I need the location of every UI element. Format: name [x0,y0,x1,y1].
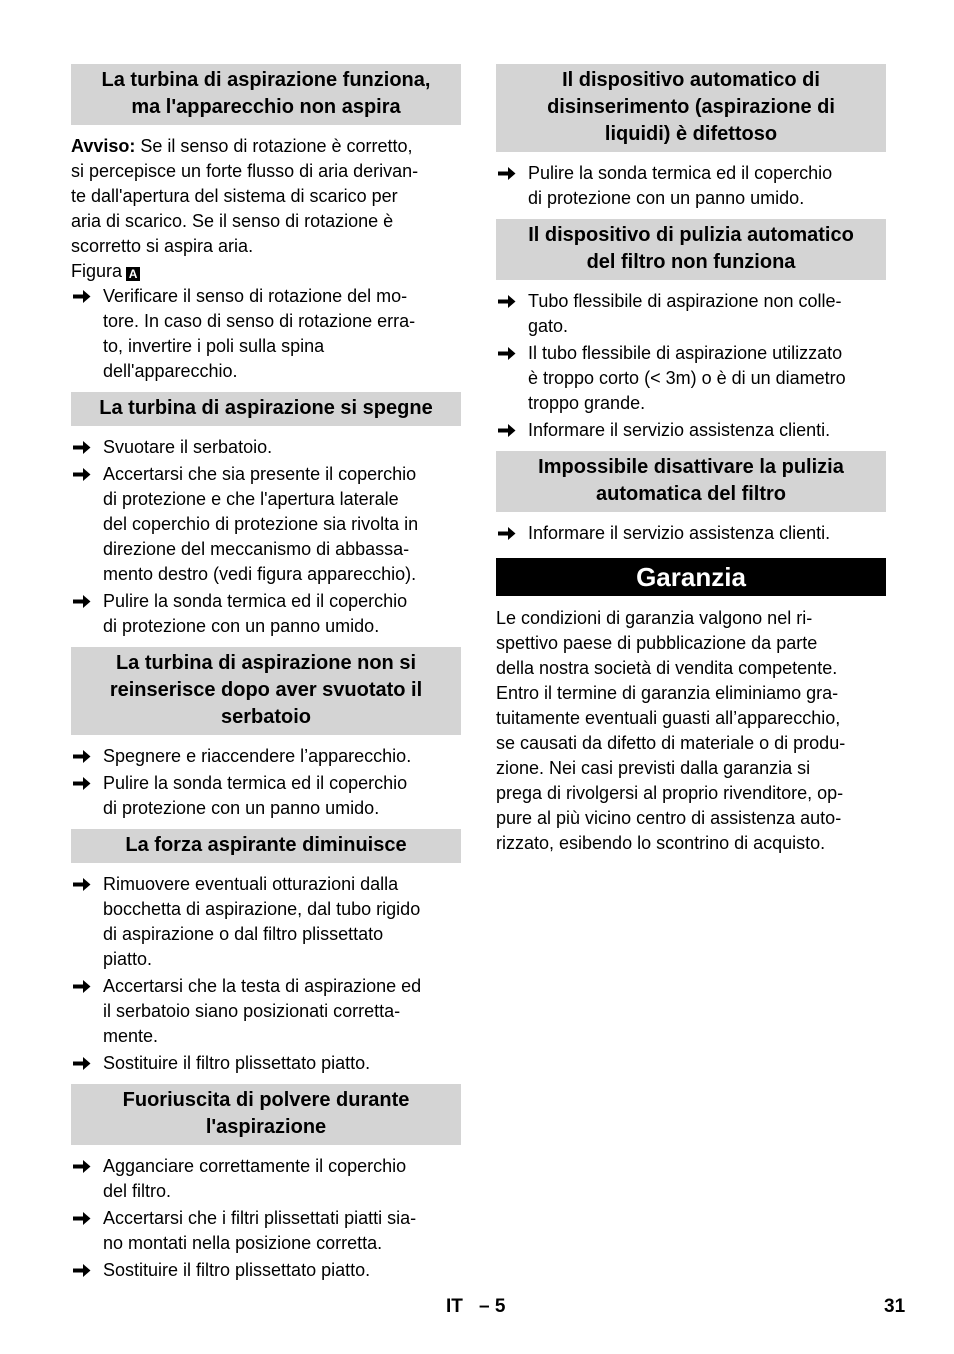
paragraph-text: spettivo paese di pubblicazione da parte [496,633,818,653]
heading-line: Fuoriuscita di polvere durante [122,1089,410,1111]
arrow-right-icon [498,346,516,361]
heading-line: liquidi) è difettoso [604,123,778,145]
footer-section-page: – 5 [479,1296,506,1317]
list-item-line: Spegnere e riaccendere l’apparecchio. [103,746,412,766]
heading-line: Impossibile disattivare la pulizia [538,456,844,478]
heading-line: La turbina di aspirazione non si [115,652,417,674]
bullet-list [71,284,461,384]
paragraph-text: rizzato, esibendo lo scontrino di acquisto. [496,833,826,853]
list-item [71,974,461,1049]
list-item [71,872,461,972]
paragraph-line [71,184,461,209]
arrow-right-icon [73,1263,91,1278]
paragraph-text: Se il senso di rotazione è corretto, [135,136,413,156]
list-item-line: no montati nella posizione corretta. [103,1233,383,1253]
section-heading [496,451,886,512]
figure-letter-icon: A [126,267,140,281]
list-item-line: Accertarsi che sia presente il coperchio [103,464,417,484]
list-item-line: Svuotare il serbatoio. [103,437,273,457]
list-item [71,1154,461,1204]
heading-line: La forza aspirante diminuisce [125,834,407,856]
arrow-right-icon [73,749,91,764]
figure-reference [71,259,461,284]
paragraph-line [496,806,886,831]
list-item-line: to, invertire i poli sulla spina [103,336,325,356]
paragraph-line [71,134,461,159]
list-item-line: di protezione e che l'apertura laterale [103,489,399,509]
list-item-line: direzione del meccanismo di abbassa- [103,539,410,559]
list-item-line: mente. [103,1026,159,1046]
figure-label: Figura [71,261,123,281]
list-item-line: troppo grande. [528,393,646,413]
paragraph-text: si percepisce un forte flusso di aria derivan- [71,161,419,181]
arrow-right-icon [73,1211,91,1226]
heading-line: ma l'apparecchio non aspira [131,96,401,118]
notice-label: Avviso: [71,136,136,156]
bullet-list [496,161,886,211]
list-item-line: bocchetta di aspirazione, dal tubo rigido [103,899,421,919]
heading-line: automatica del filtro [595,483,787,505]
list-item [496,341,886,416]
section-heading [71,829,461,863]
list-item-line: Informare il servizio assistenza clienti. [528,523,831,543]
paragraph-line [71,234,461,259]
list-item-line: Rimuovere eventuali otturazioni dalla [103,874,399,894]
list-item [71,589,461,639]
paragraph-line [496,606,886,631]
paragraph-line [496,831,886,856]
section-heading [71,1084,461,1145]
list-item-line: Pulire la sonda termica ed il coperchio [528,163,833,183]
list-item-line: il serbatoio siano posizionati corretta- [103,1001,401,1021]
bullet-list [71,872,461,1076]
arrow-right-icon [498,166,516,181]
paragraph-line [496,756,886,781]
list-item-line: Verificare il senso di rotazione del mo- [103,286,408,306]
list-item-line: Informare il servizio assistenza clienti. [528,420,831,440]
list-item-line: Sostituire il filtro plissettato piatto. [103,1053,371,1073]
list-item-line: Pulire la sonda termica ed il coperchio [103,773,408,793]
bullet-list [496,521,886,546]
section-heading [71,64,461,125]
arrow-right-icon [73,467,91,482]
heading-line: Il dispositivo di pulizia automatico [528,224,854,246]
section-heading [71,392,461,426]
paragraph-text: te dall'apertura del sistema di scarico per [71,186,398,206]
list-item-line: Agganciare correttamente il coperchio [103,1156,407,1176]
arrow-right-icon [73,1159,91,1174]
paragraph-text: se causati da difetto di materiale o di produ- [496,733,846,753]
list-item [496,161,886,211]
list-item [496,418,886,443]
list-item [71,771,461,821]
list-item-line: Sostituire il filtro plissettato piatto. [103,1260,371,1280]
list-item-line: Il tubo flessibile di aspirazione utilizzato [528,343,843,363]
paragraph-text: prega di rivolgersi al proprio rivenditore, op- [496,783,844,803]
heading-line: del filtro non funziona [586,251,796,273]
bullet-list [71,435,461,639]
arrow-right-icon [73,877,91,892]
heading-line: disinserimento (aspirazione di [547,96,835,118]
list-item-line: gato. [528,316,569,336]
arrow-right-icon [73,289,91,304]
arrow-right-icon [73,594,91,609]
arrow-right-icon [73,1056,91,1071]
heading-line: l'aspirazione [205,1116,327,1138]
paragraph-line [496,681,886,706]
list-item [71,744,461,769]
section-heading [71,647,461,735]
paragraph-text: pure al più vicino centro di assistenza auto- [496,808,842,828]
paragraph-line [71,209,461,234]
arrow-right-icon [73,979,91,994]
list-item-line: Accertarsi che i filtri plissettati piatti sia- [103,1208,417,1228]
chapter-heading: Garanzia [496,558,886,596]
list-item [496,289,886,339]
section-heading [496,64,886,152]
list-item [71,462,461,587]
paragraph-text: Entro il termine di garanzia eliminiamo gra- [496,683,839,703]
list-item [496,521,886,546]
list-item-line: Tubo flessibile di aspirazione non colle- [528,291,842,311]
footer-language: IT [446,1296,463,1317]
paragraph-line [496,731,886,756]
paragraph-text: scorretto si aspira aria. [71,236,254,256]
list-item [71,284,461,384]
heading-line: reinserisce dopo aver svuotato il [109,679,423,701]
arrow-right-icon [498,526,516,541]
arrow-right-icon [498,294,516,309]
paragraph-line [496,631,886,656]
paragraph-line [71,159,461,184]
list-item-line: di protezione con un panno umido. [103,616,380,636]
left-column [71,64,461,1291]
list-item [71,1051,461,1076]
list-item-line: mento destro (vedi figura apparecchio). [103,564,417,584]
list-item-line: di protezione con un panno umido. [528,188,805,208]
section-heading [496,219,886,280]
right-column [496,64,886,856]
paragraph-text: tuitamente eventuali guasti all’apparecchio, [496,708,841,728]
arrow-right-icon [498,423,516,438]
list-item-line: Pulire la sonda termica ed il coperchio [103,591,408,611]
heading-line: La turbina di aspirazione funziona, [101,69,431,91]
heading-line: serbatoio [220,706,312,728]
heading-line: Il dispositivo automatico di [562,69,820,91]
list-item-line: di aspirazione o dal filtro plissettato [103,924,384,944]
paragraph-line [496,706,886,731]
list-item-line: è troppo corto (< 3m) o è di un diametro [528,368,846,388]
list-item-line: del coperchio di protezione sia rivolta in [103,514,419,534]
paragraph [496,606,886,856]
heading-line: La turbina di aspirazione si spegne [99,397,433,419]
list-item [71,1258,461,1283]
paragraph-text: zione. Nei casi previsti dalla garanzia si [496,758,811,778]
bullet-list [71,1154,461,1283]
list-item-line: Accertarsi che la testa di aspirazione ed [103,976,422,996]
paragraph [71,134,461,259]
bullet-list [496,289,886,443]
paragraph-line [496,781,886,806]
list-item-line: piatto. [103,949,153,969]
paragraph-text: aria di scarico. Se il senso di rotazione è [71,211,394,231]
list-item-line: del filtro. [103,1181,172,1201]
list-item-line: tore. In caso di senso di rotazione erra- [103,311,416,331]
paragraph-text: della nostra società di vendita competente. [496,658,838,678]
paragraph-line [496,656,886,681]
list-item-line: dell'apparecchio. [103,361,238,381]
arrow-right-icon [73,440,91,455]
arrow-right-icon [73,776,91,791]
list-item [71,1206,461,1256]
list-item-line: di protezione con un panno umido. [103,798,380,818]
footer-page-number: 31 [884,1296,906,1317]
paragraph-text: Le condizioni di garanzia valgono nel ri- [496,608,813,628]
list-item [71,435,461,460]
bullet-list [71,744,461,821]
